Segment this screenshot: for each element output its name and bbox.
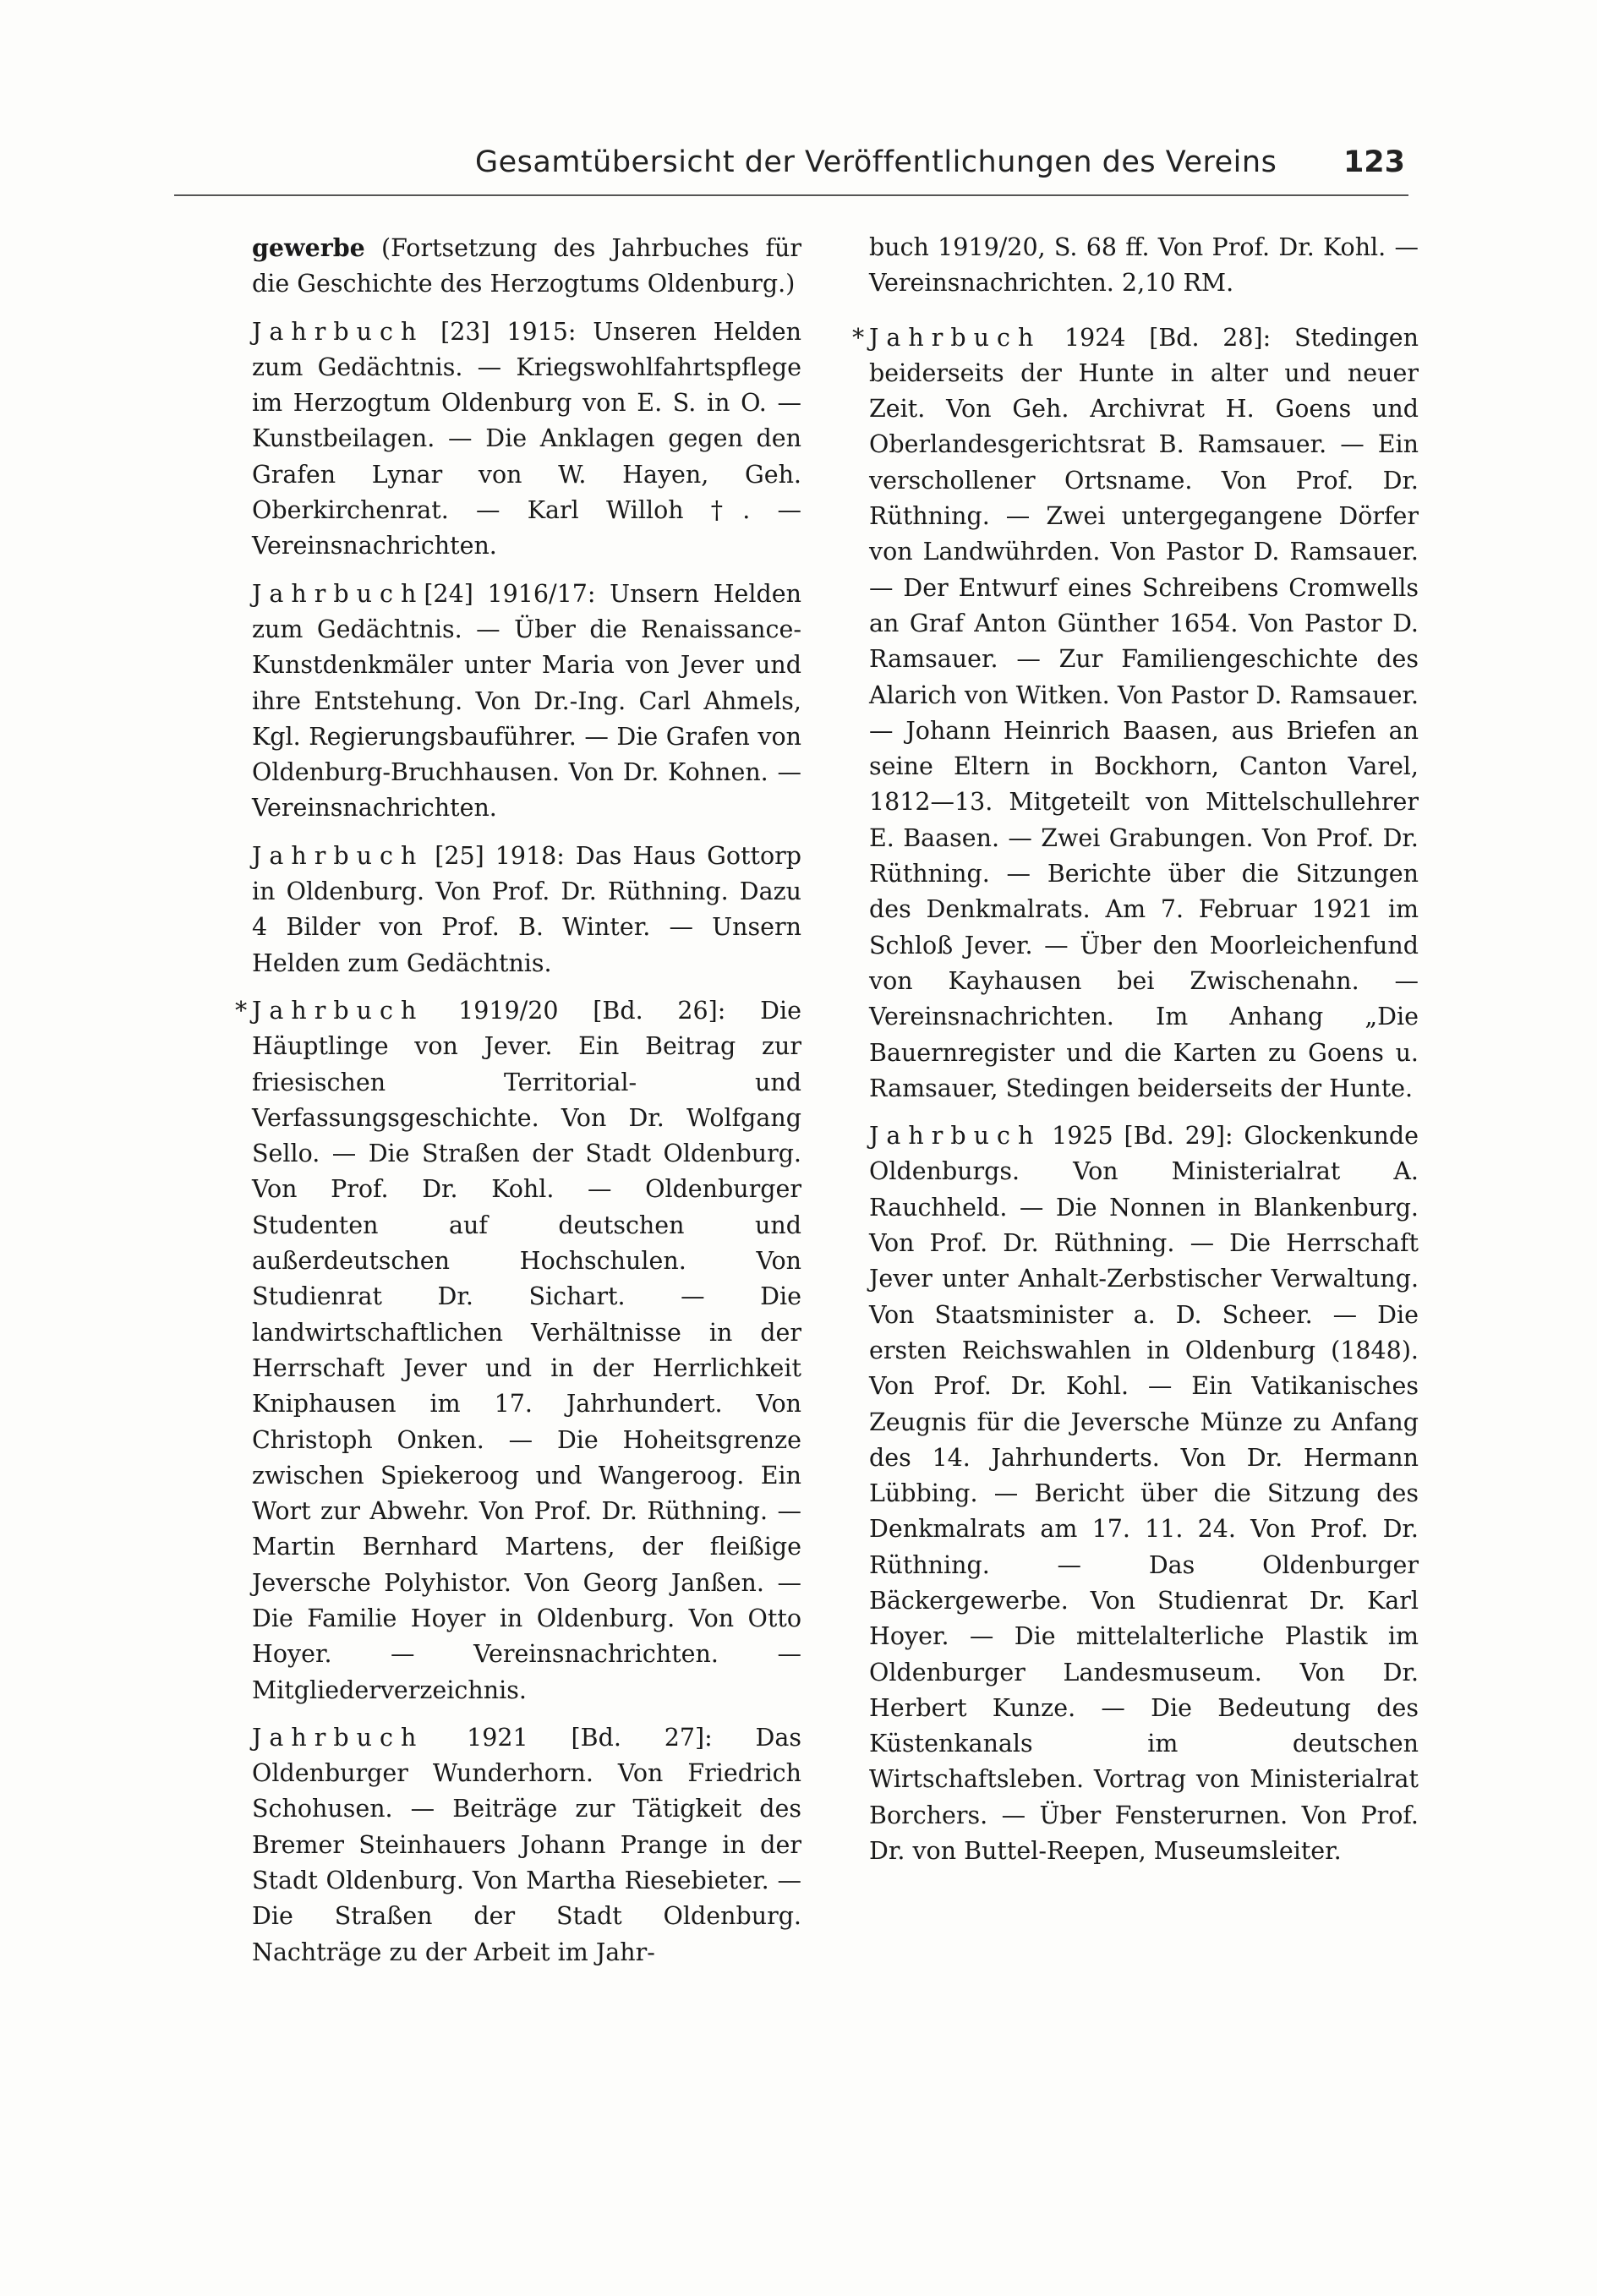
entry-keyword: Jahrbuch [252,1723,424,1752]
entry-text: [24] 1916/17: Unsern Helden zum Gedächtnis. — Über die Renaissance-Kunstdenkmäler unter Maria von Jever und ihre Entstehung. Von Dr.-Ing. Carl Ahmels, Kgl. Regierungsbauführer. — Die Grafen von Oldenburg-Bruchhausen. Von Dr. Kohnen. — Vereinsnachrichten. [252,579,801,823]
entry-keyword: Jahrbuch [869,323,1042,352]
bibliography-entry [252,839,801,981]
entry-text: buch 1919/20, S. 68 ff. Von Prof. Dr. Kohl. — Vereinsnachrichten. 2,10 RM. [869,233,1419,298]
page-number: 123 [1343,145,1405,179]
running-head: Gesamtübersicht der Veröffentlichungen des Vereins [475,145,1277,179]
page-header [188,145,1405,183]
entry-keyword: Jahrbuch [869,1122,1042,1151]
bibliography-entry-continuation [869,230,1419,302]
entry-continuation-word: gewerbe [252,233,365,262]
entry-keyword: Jahrbuch [252,317,424,346]
entry-text: 1924 [Bd. 28]: Stedingen beiderseits der Hunte in alter und neuer Zeit. Von Geh. Archivrat H. Goens und Oberlandesgerichtsrat B. Ramsauer. — Ein verschollener Ortsname. Von Prof. Dr. Rüthning. — Zwei untergegangene Dörfer von Landwührden. Von Pastor D. Ramsauer. — Der Entwurf eines Schreibens Cromwells an Graf Anton Günther 1654. Von Pastor D. Ramsauer. — Zur Familiengeschichte des Alarich von Witken. Von Pastor D. Ramsauer. — Johann Heinrich Baasen, aus Briefen an seine Eltern in Bockhorn, Canton Varel, 1812—13. Mitgeteilt von Mittelschullehrer E. Baasen. — Zwei Grabungen. Von Prof. Dr. Rüthning. — Berichte über die Sitzungen des Denkmalrats. Am 7. Februar 1921 im Schloß Jever. — Über den Moorleichenfund von Kayhausen bei Zwischenahn. — Vereinsnachrichten. Im Anhang „Die Bauernregister und die Karten zu Goens u. Ramsauer, Stedingen beiderseits der Hunte. [869,323,1419,1102]
bibliography-entry [252,577,801,827]
entry-keyword: Jahrbuch [252,996,424,1025]
entry-text: [25] 1918: Das Haus Gottorp in Oldenburg. Von Prof. Dr. Rüthning. Dazu 4 Bilder von Prof. B. Winter. — Unsern Helden zum Gedächtnis. [252,841,801,977]
entry-text: 1919/20 [Bd. 26]: Die Häuptlinge von Jever. Ein Beitrag zur friesischen Territorial- und Verfassungsgeschichte. Von Dr. Wolfgang Sello. — Die Straßen der Stadt Oldenburg. Von Prof. Dr. Kohl. — Oldenburger Studenten auf deutschen und außerdeutschen Hochschulen. Von Studienrat Dr. Sichart. — Die landwirtschaftlichen Verhältnisse in der Herrschaft Jever und in der Herrlichkeit Kniphausen im 17. Jahrhundert. Von Christoph Onken. — Die Hoheitsgrenze zwischen Spiekeroog und Wangeroog. Ein Wort zur Abwehr. Von Prof. Dr. Rüthning. — Martin Bernhard Martens, der fleißige Jeversche Polyhistor. Von Georg Janßen. — Die Familie Hoyer in Oldenburg. Von Otto Hoyer. — Vereinsnachrichten. — Mitgliederverzeichnis. [252,996,801,1704]
right-column [852,230,1419,1881]
left-column [235,230,801,1982]
bibliography-entry [852,320,1419,1107]
bibliography-entry [252,1720,801,1971]
bibliography-entry [252,230,801,303]
entry-keyword: Jahrbuch [252,841,424,870]
entry-text: 1925 [Bd. 29]: Glockenkunde Oldenburgs. Von Ministerialrat A. Rauchheld. — Die Nonnen in Blankenburg. Von Prof. Dr. Rüthning. — Die Herrschaft Jever unter Anhalt-Zerbstischer Verwaltung. Von Staatsminister a. D. Scheer. — Die ersten Reichswahlen in Oldenburg (1848). Von Prof. Dr. Kohl. — Ein Vatikanisches Zeugnis für die Jeversche Münze zu Anfang des 14. Jahrhunderts. Von Dr. Hermann Lübbing. — Bericht über die Sitzung des Denkmalrats am 17. 11. 24. Von Prof. Dr. Rüthning. — Das Oldenburger Bäckergewerbe. Von Studienrat Dr. Karl Hoyer. — Die mittelalterliche Plastik im Oldenburger Landesmuseum. Von Dr. Herbert Kunze. — Die Bedeutung des Küstenkanals im deutschen Wirtschaftsleben. Vortrag von Ministerialrat Borchers. — Über Fensterurnen. Von Prof. Dr. von Buttel-Reepen, Museumsleiter. [869,1122,1419,1866]
entry-keyword: Jahrbuch [252,579,424,608]
entry-text: (Fortsetzung des Jahrbuches für die Geschichte des Herzogtums Oldenburg.) [252,234,801,298]
bibliography-entry [235,993,801,1708]
entry-marker: * [235,996,248,1025]
entry-marker: * [852,323,865,352]
bibliography-entry [869,1118,1419,1869]
entry-text: 1921 [Bd. 27]: Das Oldenburger Wunderhorn. Von Friedrich Schohusen. — Beiträge zur Tätigkeit des Bremer Steinhauers Johann Prange in der Stadt Oldenburg. Von Martha Riesebieter. — Die Straßen der Stadt Oldenburg. Nachträge zu der Arbeit im Jahr- [252,1723,801,1966]
header-rule [174,194,1408,196]
entry-text: [23] 1915: Unseren Helden zum Gedächtnis. — Kriegswohlfahrtspflege im Herzogtum Oldenburg von E. S. in O. — Kunstbeilagen. — Die Anklagen gegen den Grafen Lynar von W. Hayen, Geh. Oberkirchenrat. — Karl Willoh †. — Vereinsnachrichten. [252,317,801,560]
bibliography-entry [252,314,801,565]
